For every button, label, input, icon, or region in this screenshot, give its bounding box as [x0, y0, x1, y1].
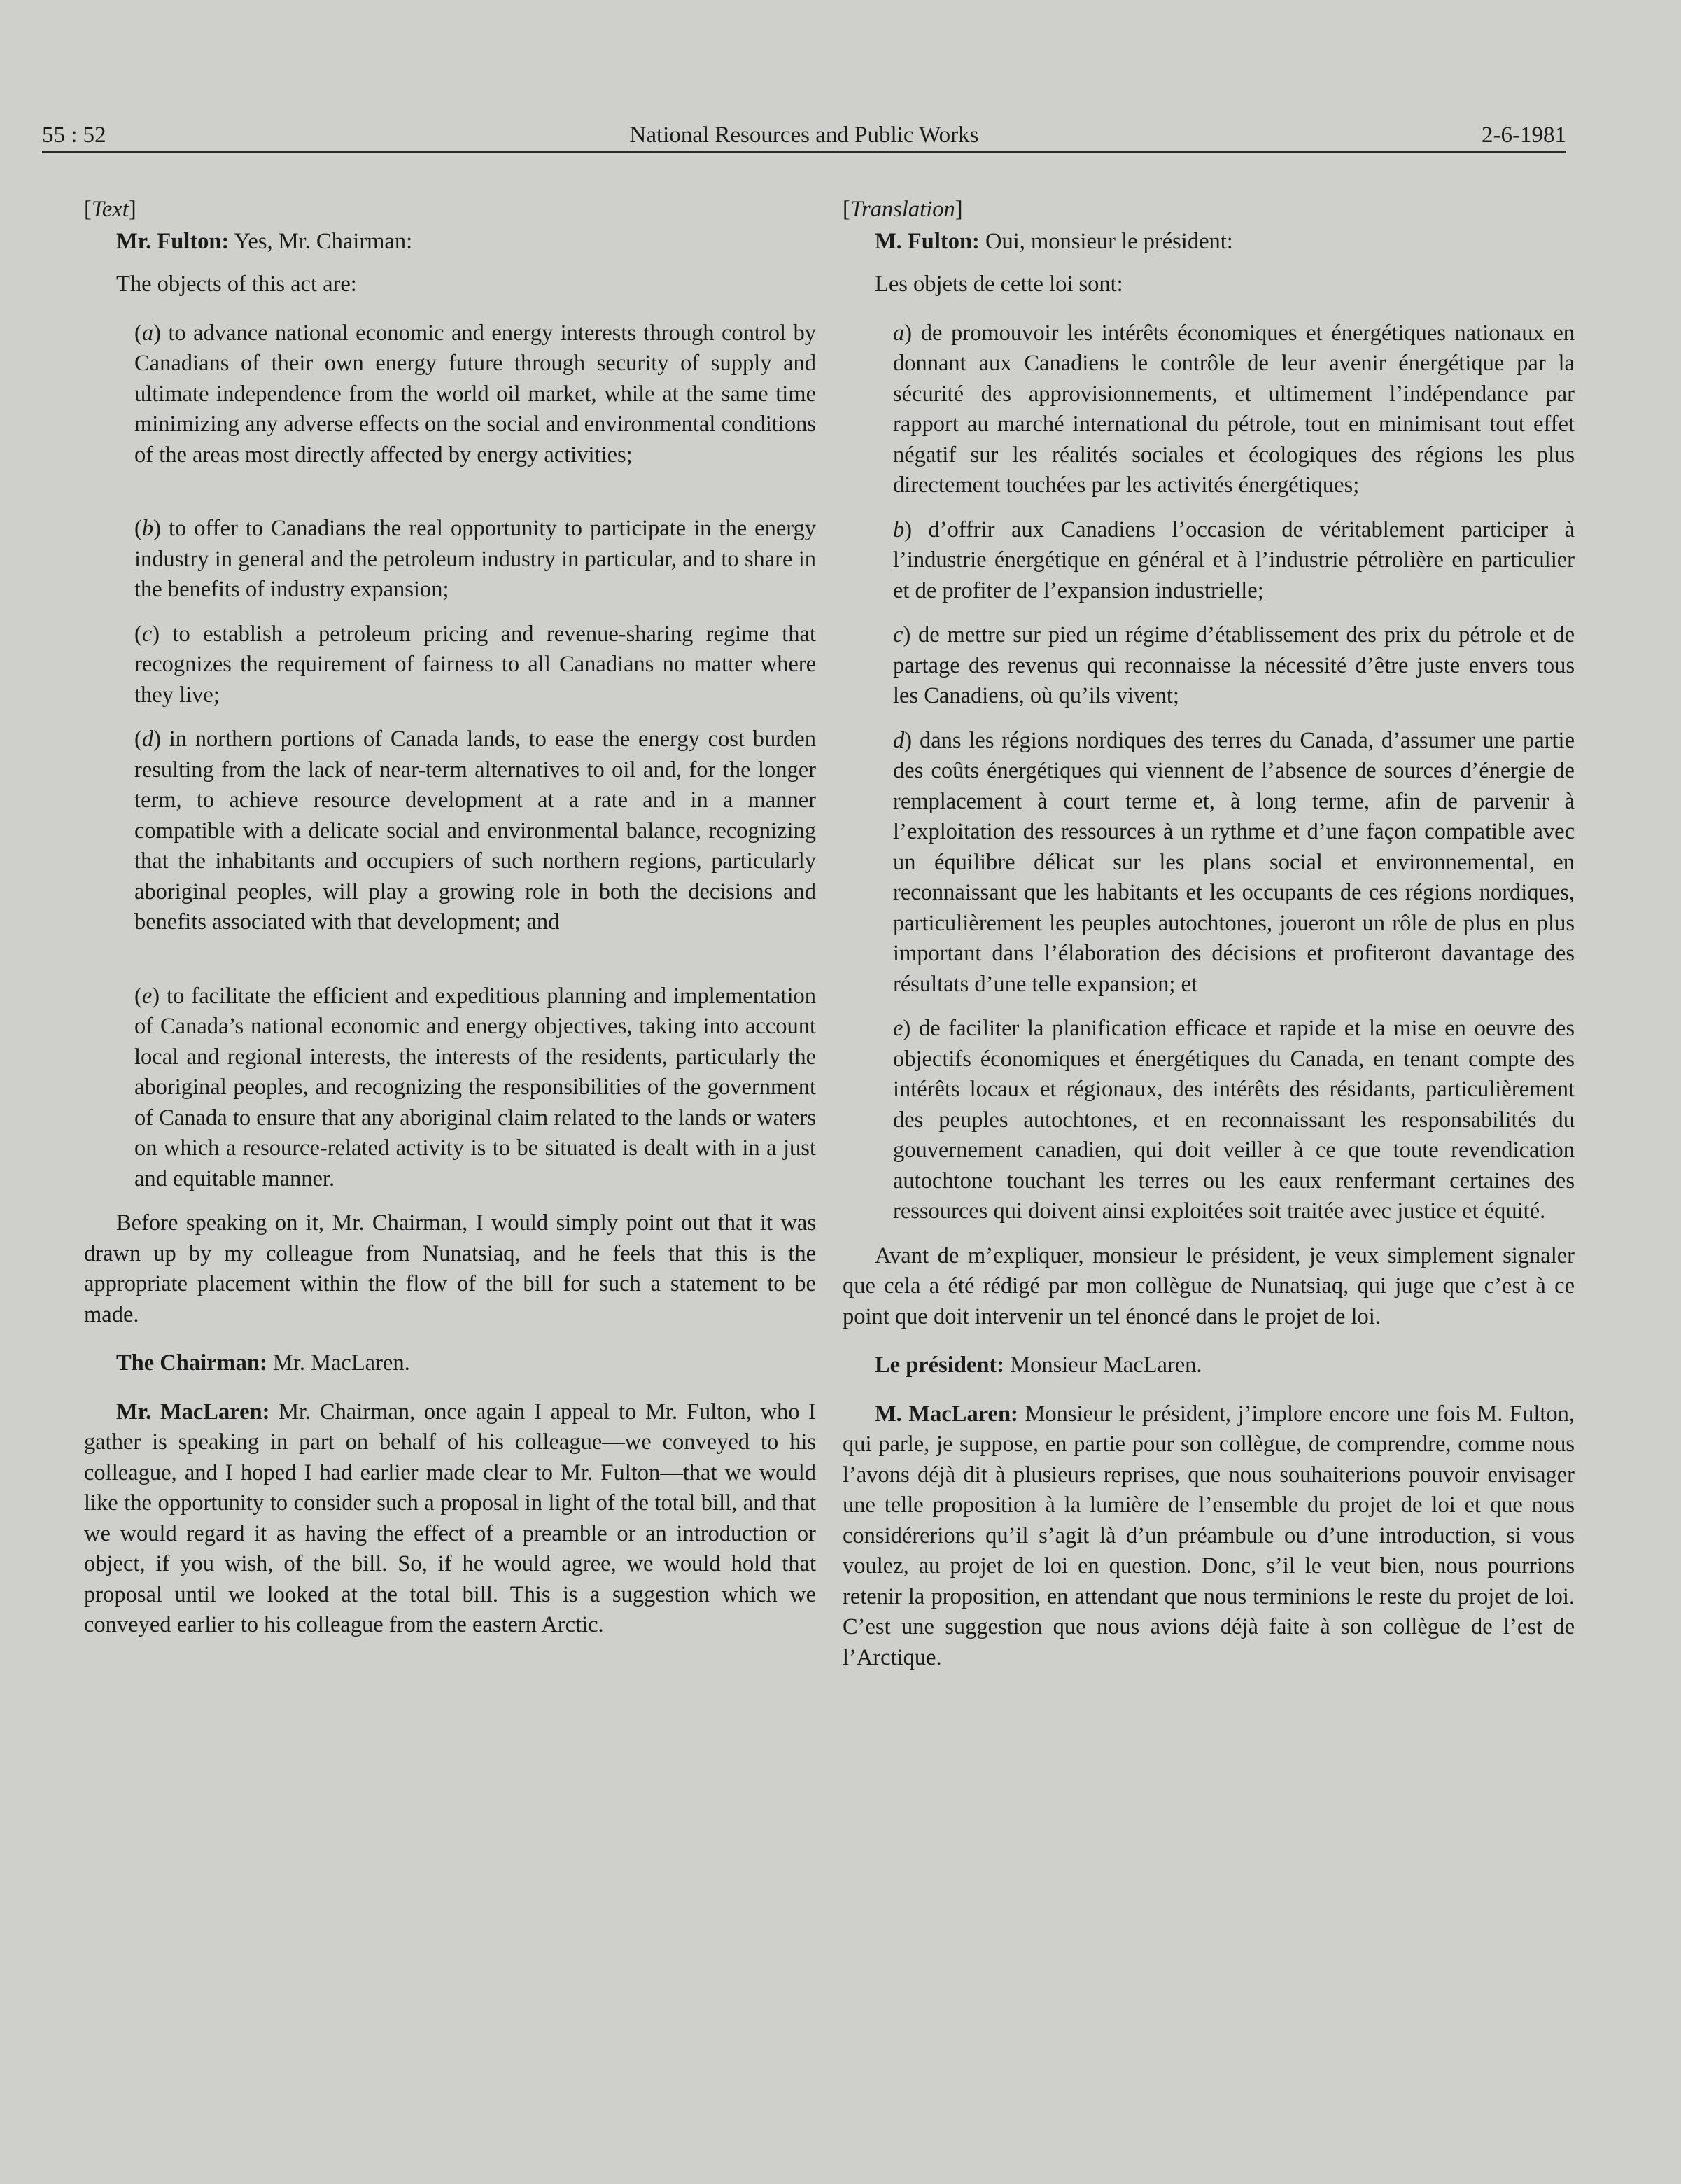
header-rule	[42, 151, 1566, 153]
object-item-d: (d) in northern portions of Canada lands, to ease the energy cost burden resulting from the lack of near-term alternatives to oil and, for the longer term, to achieve resource development at a rate and in a manner compatible with a delicate social and environmental balance, recognizing that the inhabitants and occupiers of such northern regions, particularly aboriginal peoples, will play a growing role in both the decisions and benefits associated with that development; and	[134, 727, 816, 934]
object-item-e-fr: e) de faciliter la planification efficace et rapide et la mise en oeuvre des objectifs économiques et énergétiques du Canada, en tenant compte des intérêts locaux et régionaux, des intérêts des résidants, particulièrement des peuples autochtones, et en reconnaissant les responsabilités du gouvernement canadien, qui doit veiller à ce que toute revendication autochtone touchant les terres ou les eaux renfermant certaines des ressources qui doivent ainsi exploitées soit traitée avec justice et équité.	[893, 1016, 1575, 1224]
object-item-e: (e) to facilitate the efficient and expeditious planning and implementation of Canada’s national economic and energy objectives, taking into account local and regional interests, the interests of the residents, particularly the aboriginal peoples, and recognizing the responsibilities of the government of Canada to ensure that any aboriginal claim related to the lands or waters on which a resource-related activity is to be situated is dealt with in a just and equitable manner.	[134, 983, 816, 1191]
fulton-speech: Mr. Fulton: Yes, Mr. Chairman:	[116, 228, 413, 254]
objects-intro-fr: Les objets de cette loi sont:	[875, 272, 1123, 297]
object-item-c: (c) to establish a petroleum pricing and revenue-sharing regime that recognizes the requirement of fairness to all Canadians no matter where they live;	[134, 621, 816, 708]
french-column	[843, 195, 1575, 1673]
page-number: 55 : 52	[42, 122, 106, 148]
maclaren-speech-fr: M. MacLaren: Monsieur le président, j’implore encore une fois M. Fulton, qui parle, je suppose, en partie pour son collègue, de comprendre, comme nous l’avons déjà dit à plusieurs reprises, que nous souhaiterions pouvoir envisager une telle proposition à la lumière de l’ensemble du projet de loi et que nous considérerions qu’il s’agit là d’un préambule ou d’une introduction, si vous voulez, au projet de loi en question. Donc, s’il le veut bien, nous pourrions retenir la proposition, en attendant que nous terminions le reste du projet de loi. C’est une suggestion que nous avions déjà faite à son collègue de l’est de l’Arctique.	[843, 1401, 1575, 1670]
text-tag: [Text]	[84, 197, 136, 222]
chairman-speech-fr: Le président: Monsieur MacLaren.	[875, 1352, 1202, 1378]
object-item-d-fr: d) dans les régions nordiques des terres du Canada, d’assumer une partie des coûts énergétiques qui viennent de l’absence de sources d’énergie de remplacement à court terme et, à long terme, afin de parvenir à l’exploitation des ressources à un rythme et d’une façon compatible avec un équilibre délicat sur les plans social et environnemental, en reconnaissant que les habitants et les occupants de ces régions nordiques, particulièrement les peuples autochtones, joueront un rôle de plus en plus important dans l’élaboration des décisions et profiteront davantage des résultats d’une telle expansion; et	[893, 727, 1575, 997]
object-item-c-fr: c) de mettre sur pied un régime d’établissement des prix du pétrole et de partage des revenus qui reconnaisse la nécessité d’être juste envers tous les Canadiens, où qu’ils vivent;	[893, 622, 1575, 708]
translation-tag: [Translation]	[843, 197, 963, 222]
object-item-a: (a) to advance national economic and energy interests through control by Canadians of their own energy future through security of supply and ultimate independence from the world oil market, while at the same time minimizing any adverse effects on the social and environmental conditions of the areas most directly affected by energy activities;	[134, 320, 817, 468]
english-column	[84, 195, 816, 1641]
page-header	[42, 118, 1566, 153]
objects-intro: The objects of this act are:	[116, 272, 357, 297]
object-item-a-fr: a) de promouvoir les intérêts économiques et énergétiques nationaux en donnant aux Canadiens le contrôle de leur avenir énergétique par la sécurité des approvisionnements, et ultimement l’indépendance par rapport au marché international du pétrole, tout en minimisant tout effet négatif sur les réalités sociales et écologiques des régions les plus directement touchées par les activités énergétiques;	[893, 320, 1575, 498]
object-item-b: (b) to offer to Canadians the real opportunity to participate in the energy industry in general and the petroleum industry in particular, and to share in the benefits of industry expansion;	[134, 516, 816, 602]
maclaren-speech: Mr. MacLaren: Mr. Chairman, once again I appeal to Mr. Fulton, who I gather is speaking in part on behalf of his colleague—we conveyed to his colleague, and I hoped I had earlier made clear to Mr. Fulton—that we would like the opportunity to consider such a proposal in light of the total bill, and that we would regard it as having the effect of a preamble or an introduction or object, if you wish, of the bill. So, if he would agree, we would hold that proposal until we looked at the total bill. This is a suggestion which we conveyed earlier to his colleague from the eastern Arctic.	[84, 1399, 817, 1637]
header-date: 2-6-1981	[1482, 122, 1566, 148]
running-title: National Resources and Public Works	[629, 122, 979, 148]
object-item-b-fr: b) d’offrir aux Canadiens l’occasion de véritablement participer à l’industrie énergétique en général et à l’industrie pétrolière en particulier et de profiter de l’expansion industrielle;	[893, 517, 1575, 603]
closing-remark-fr: Avant de m’expliquer, monsieur le président, je veux simplement signaler que cela a été rédigé par mon collègue de Nunatsiaq, qui juge que c’est à ce point que doit intervenir un tel énoncé dans le projet de loi.	[843, 1242, 1575, 1329]
closing-remark: Before speaking on it, Mr. Chairman, I would simply point out that it was drawn up by my colleague from Nunatsiaq, and he feels that this is the appropriate placement within the flow of the bill for such a statement to be made.	[84, 1210, 816, 1327]
fulton-speech-fr: M. Fulton: Oui, monsieur le président:	[875, 228, 1233, 254]
chairman-speech: The Chairman: Mr. MacLaren.	[116, 1350, 410, 1376]
